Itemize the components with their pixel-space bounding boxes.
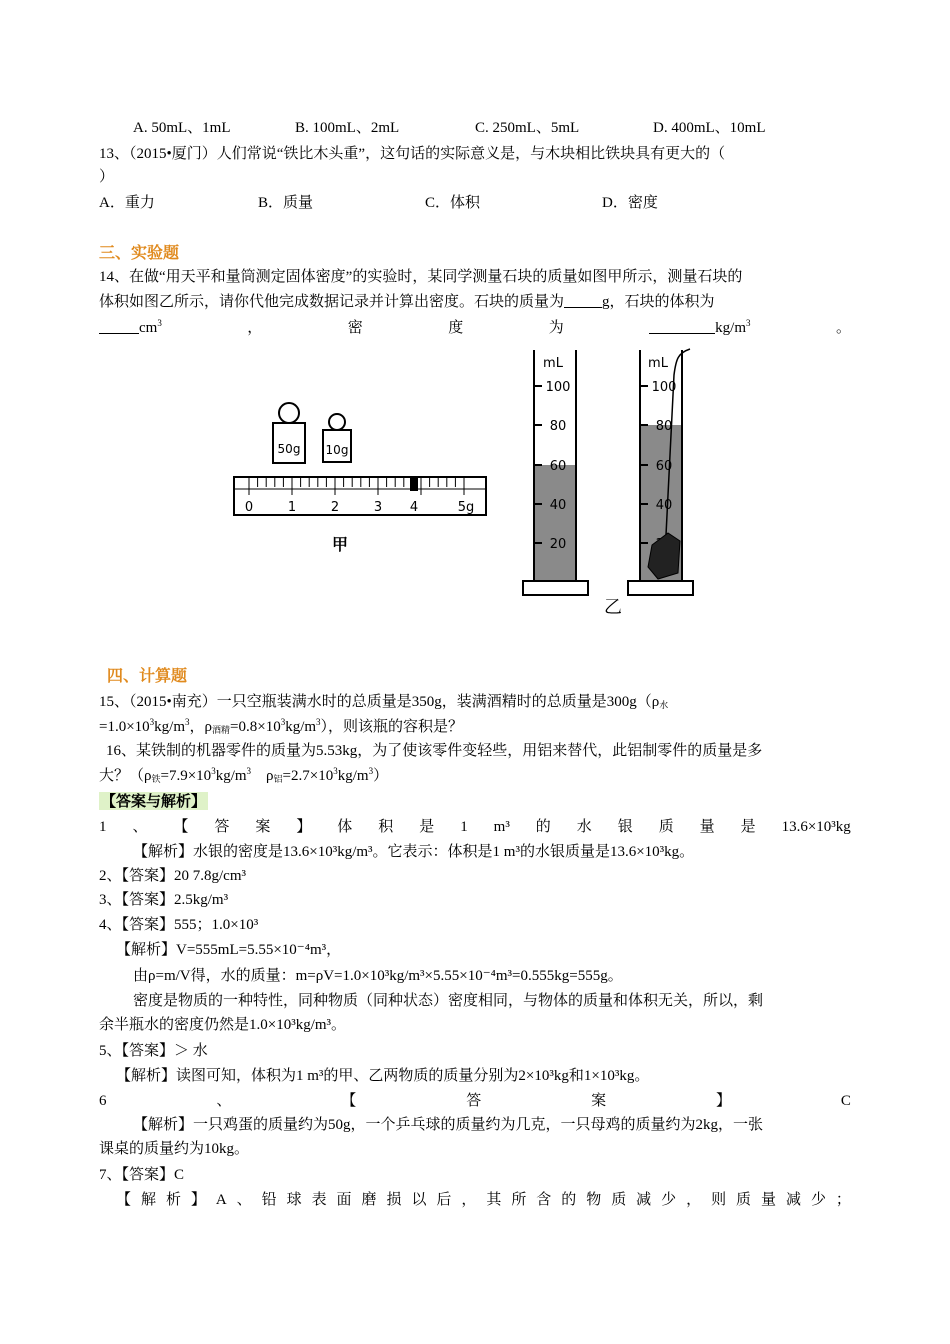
q15-line1-text: 15、（2015•南充）一只空瓶装满水时的总质量是350g，装满酒精时的总质量是300g（ρ: [99, 694, 660, 710]
ans1-token: 积: [378, 819, 394, 835]
balance-figure: [228, 395, 490, 560]
ans7-token: 铅: [261, 1192, 277, 1208]
cylinder2-label-40: 40: [655, 498, 673, 513]
q16-line2: 大？（$\rho_铁=7.9\times 10^3kg/m^3$ $\rho_铝=2.7\times 10^3kg/m^3$）: [99, 766, 389, 784]
ans7-token: 物: [586, 1192, 602, 1208]
ans7-token: ，: [686, 1192, 702, 1208]
ans7-token: 【: [116, 1192, 132, 1208]
ans7-token: 、: [236, 1192, 252, 1208]
ans1-token: 13.6×10³kg: [781, 819, 851, 835]
scale-label-3: 3: [373, 500, 383, 515]
ans6-exp1: 【解析】一只鸡蛋的质量约为50g，一个乒乓球的质量约为几克，一只母鸡的质量约为2kg，一张: [133, 1117, 764, 1133]
cylinder2-label-100: 100: [651, 380, 677, 395]
ans7-token: 则: [711, 1192, 727, 1208]
q16-rho-iron: 大？（ρ: [99, 768, 152, 784]
q12-option-d: D. 400mL、10mL: [653, 120, 766, 136]
ans3: 3、【答案】2.5kg/m³: [99, 892, 229, 908]
ans1-token: 质: [658, 819, 674, 835]
ans1-token: 水: [576, 819, 592, 835]
q13-stem-end: ）: [99, 169, 115, 185]
cylinder1-label-20: 20: [549, 537, 567, 552]
ans6-token: 、: [216, 1093, 232, 1109]
cylinder1-label-100: 100: [545, 380, 571, 395]
ans7-head: 7、【答案】C: [99, 1167, 185, 1183]
ans5-head: 5、【答案】＞ 水: [99, 1043, 208, 1059]
ans1-token: 【: [173, 819, 189, 835]
ans7-token: 磨: [361, 1192, 377, 1208]
cylinder2-base: [628, 581, 693, 595]
q16-rho-al: ρ: [266, 768, 274, 784]
q14-density-exp: 3: [746, 318, 751, 328]
ans1-token: 案: [255, 819, 271, 835]
ans7-token: 面: [336, 1192, 352, 1208]
q15-sub-alcohol: 酒精: [212, 725, 231, 735]
ans1-token: 1: [460, 819, 468, 835]
q16-al-unit: kg/m: [337, 768, 369, 784]
section-title-experiment: 三、实验题: [99, 243, 180, 262]
scale-label-0: 0: [244, 500, 254, 515]
ans6-line: [99, 1091, 851, 1111]
figure-caption-yi: 乙: [604, 597, 622, 618]
section-title-calculation: 四、计算题: [107, 666, 188, 685]
figure-caption-jia: 甲: [331, 535, 349, 554]
ans4-exp4: 余半瓶水的密度仍然是1.0×10³kg/m³。: [99, 1017, 347, 1033]
scale-label-2: 2: [330, 500, 340, 515]
ans4-exp3: 密度是物质的一种特性，同种物质（同种状态）密度相同，与物体的质量和体积无关，所以，剩: [133, 993, 764, 1009]
ans6-token: 】: [716, 1093, 732, 1109]
ans4-head: 4、【答案】555；1.0×10³: [99, 917, 259, 933]
cylinder1-unit: mL: [543, 356, 563, 371]
q14-line2-text-a: 体积如图乙所示，请你代他完成数据记录并计算出密度。石块的质量为: [99, 294, 565, 310]
ans7-token: 析: [165, 1192, 181, 1208]
q14-line2-text-b: g，石块的体积为: [602, 294, 715, 310]
ans7-token: 含: [536, 1192, 552, 1208]
cylinder1-label-60: 60: [549, 459, 567, 474]
ans5-exp: 【解析】读图可知，体积为1 m³的甲、乙两物质的质量分别为2×10³kg和1×10³kg。: [116, 1068, 650, 1084]
ans7-token: 表: [311, 1192, 327, 1208]
q15-line2: $=1.0\times 10^3kg/m^3$，$\rho_{酒精}=0.8\times 10^3kg/m^3$），则该瓶的容积是？: [99, 717, 464, 735]
ans7-token: 损: [386, 1192, 402, 1208]
cylinder-figure: [518, 345, 698, 620]
cylinder1-label-80: 80: [549, 419, 567, 434]
q14-volume-exp: 3: [157, 318, 162, 328]
q14-density-unit: kg/m: [715, 320, 746, 336]
weight-50g-knob: [279, 403, 299, 423]
q14-char-mi: 密: [347, 320, 363, 336]
q14-char-du: 度: [448, 320, 464, 336]
q15-alcohol-unit: kg/m: [285, 719, 317, 735]
ans7-token: 以: [411, 1192, 427, 1208]
q15-water-unit: kg/m: [154, 719, 186, 735]
cylinder1-base: [523, 581, 588, 595]
q14-line1: 14、在做“用天平和量筒测定固体密度”的实验时，某同学测量石块的质量如图甲所示，测量石块的: [99, 269, 743, 285]
q15-question: ），则该瓶的容积是？: [320, 719, 464, 735]
ans7-token: 其: [486, 1192, 502, 1208]
ans6-exp2: 课桌的质量约为10kg。: [99, 1141, 250, 1157]
q15-alcohol-density: =0.8×10: [230, 719, 281, 735]
ans6-token: 【: [341, 1093, 357, 1109]
ans7-token: 质: [611, 1192, 627, 1208]
ans1-token: 的: [535, 819, 551, 835]
q12-option-c: C. 250mL、5mL: [475, 120, 580, 136]
ans1-token: 答: [214, 819, 230, 835]
q16-iron-unit: kg/m: [215, 768, 247, 784]
q16-al-density: =2.7×10: [282, 768, 334, 784]
q14-line2: [99, 292, 851, 312]
weight-10g-knob: [329, 414, 345, 430]
ans7-token: 质: [736, 1192, 752, 1208]
q13-option-a: A．重力: [99, 195, 155, 211]
ans6-token: 答: [466, 1093, 482, 1109]
q14-mass-blank: [564, 293, 602, 308]
q16-line1: 16、某铁制的机器零件的质量为5.53kg，为了使该零件变轻些，用铝来替代，此铝制零件的质量是多: [106, 743, 763, 759]
ans1-token: 、: [132, 819, 148, 835]
q14-line3: [99, 318, 851, 338]
answers-title-text: 【答案与解析】: [101, 792, 207, 810]
ans7-token: ，: [461, 1192, 477, 1208]
ans7-token: 球: [286, 1192, 302, 1208]
ans6-token: 案: [591, 1093, 607, 1109]
q14-volume-blank: [99, 319, 139, 334]
q14-density-part: [649, 318, 750, 338]
ans6-token: C: [840, 1093, 851, 1109]
ans7-token: ；: [835, 1192, 851, 1208]
ans1-token: 】: [296, 819, 312, 835]
ans7-token: 所: [511, 1192, 527, 1208]
ans7-token: 的: [561, 1192, 577, 1208]
cylinder2-unit: mL: [648, 356, 668, 371]
answers-title: [99, 791, 851, 812]
ans1-token: 量: [699, 819, 715, 835]
ans4-exp1: 【解析】V=555mL=5.55×10⁻⁴m³，: [116, 942, 342, 958]
cylinder1-water: [534, 465, 576, 581]
q14-char-wei: 为: [548, 320, 564, 336]
q13-stem: 13、（2015•厦门）人们常说“铁比木头重”，这句话的实际意义是，与木块相比铁块具有更大的（: [99, 146, 726, 162]
scale-label-1: 1: [287, 500, 297, 515]
ans1-line: [99, 817, 851, 837]
ans7-token: 量: [761, 1192, 777, 1208]
weight-50g-label: 50g: [277, 442, 301, 456]
ans7-line: [116, 1190, 851, 1210]
q14-comma: ，: [247, 320, 263, 336]
ans7-token: 少: [661, 1192, 677, 1208]
balance-scale-bar: [234, 477, 486, 515]
ans1-token: m³: [493, 819, 510, 835]
ans7-token: 解: [140, 1192, 156, 1208]
q16-sub-iron: 铁: [151, 774, 161, 784]
q14-volume-part: [99, 318, 162, 338]
q15-water-density: =1.0×10: [99, 719, 150, 735]
scale-label-4: 4: [409, 500, 419, 515]
ans1-token: 银: [617, 819, 633, 835]
ans1-token: 1: [99, 819, 107, 835]
cylinder1-label-40: 40: [549, 498, 567, 513]
ans7-token: 少: [810, 1192, 826, 1208]
q15-line1: [99, 692, 851, 712]
q12-option-a: A. 50mL、1mL: [133, 120, 231, 136]
q16-close: ）: [373, 768, 389, 784]
cylinder2-label-80: 80: [655, 419, 673, 434]
ans2: 2、【答案】20 7.8g/cm³: [99, 868, 246, 884]
q13-option-c: C．体积: [425, 195, 481, 211]
ans1-token: 是: [419, 819, 435, 835]
q16-sub-al: 铝: [273, 774, 283, 784]
q14-density-blank: [649, 319, 715, 334]
q15-sub-water: 水: [659, 700, 669, 710]
q12-option-b: B. 100mL、2mL: [295, 120, 400, 136]
scale-rider: [410, 477, 418, 491]
q16-iron-density: =7.9×10: [160, 768, 212, 784]
ans4-exp2: 由ρ=m/V得，水的质量：m=ρV=1.0×10³kg/m³×5.55×10⁻⁴m³=0.555kg=555g。: [133, 968, 623, 984]
q14-period: 。: [835, 320, 851, 336]
ans7-token: 减: [636, 1192, 652, 1208]
ans1-token: 是: [740, 819, 756, 835]
q14-volume-unit: cm: [139, 320, 158, 336]
ans7-token: 减: [785, 1192, 801, 1208]
ans7-token: A: [215, 1192, 227, 1208]
ans6-token: 6: [99, 1093, 107, 1109]
ans1-token: 体: [337, 819, 353, 835]
weight-10g-label: 10g: [325, 443, 349, 457]
ans7-token: 】: [190, 1192, 206, 1208]
scale-label-5g: 5g: [457, 500, 475, 515]
ans7-token: 后: [436, 1192, 452, 1208]
ans1-explanation: 【解析】水银的密度是13.6×10³kg/m³。它表示：体积是1 m³的水银质量是13.6×10³kg。: [133, 844, 695, 860]
q13-option-b: B．质量: [258, 195, 314, 211]
cylinder2-label-60: 60: [655, 459, 673, 474]
q13-option-d: D．密度: [602, 195, 658, 211]
q15-rho: ，ρ: [189, 719, 213, 735]
